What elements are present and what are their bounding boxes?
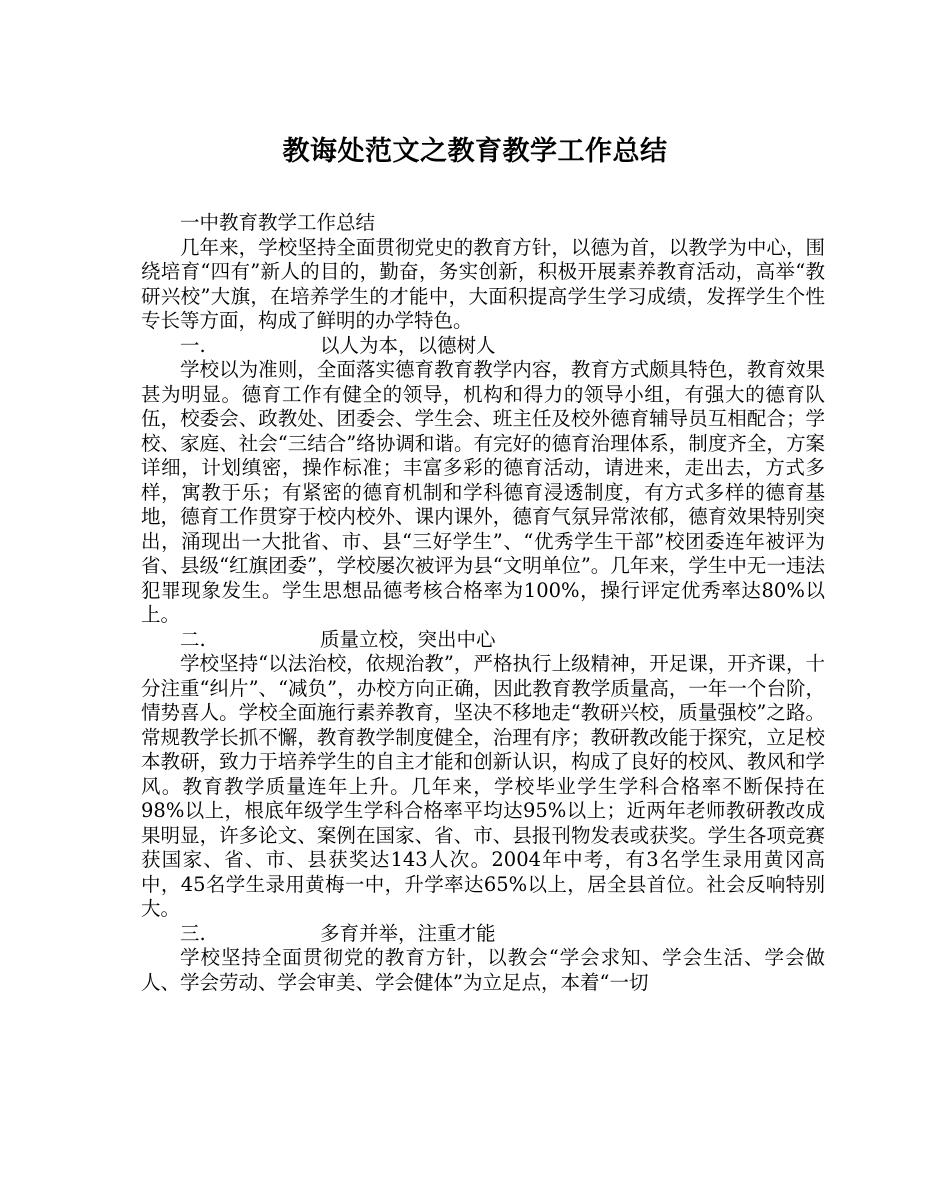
section-number: 一. — [180, 333, 206, 357]
section-heading-3 — [141, 922, 825, 947]
section-body-1: 学校以为准则，全面落实德育教育教学内容，教育方式颇具特色，教育效果甚为明显。德育工作有健全的领导，机构和得力的领导小组，有强大的德育队伍，校委会、政教处、团委会、学生会、班主任及校外德育辅导员互相配合；学校、家庭、社会“三结合”络协调和谐。有完好的德育治理体系，制度齐全，方案详细，计划缜密，操作标准；丰富多彩的德育活动，请进来，走出去，方式多样，寓教于乐；有紧密的德育机制和学科德育浸透制度，有方式多样的德育基地，德育工作贯穿于校内校外、课内课外，德育气氛异常浓郁，德育效果特别突出，涌现出一大批省、市、县“三好学生”、“优秀学生干部”校团委连年被评为省、县级“红旗团委”，学校屡次被评为县“文明单位”。几年来，学生中无一违法犯罪现象发生。学生思想品德考核合格率为100%，操行评定优秀率达80%以上。 — [141, 358, 825, 626]
section-heading-text: 以人为本，以德树人 — [320, 333, 496, 357]
section-number: 三. — [180, 921, 206, 945]
section-body-3: 学校坚持全面贯彻党的教育方针，以教会“学会求知、学会生活、学会做人、学会劳动、学会审美、学会健体”为立足点，本着“一切 — [141, 946, 825, 994]
document-title: 教诲处范文之教育教学工作总结 — [282, 136, 668, 167]
section-heading-text: 多育并举，注重才能 — [320, 921, 496, 945]
intro-paragraph: 几年来，学校坚持全面贯彻党史的教育方针，以德为首，以教学为中心，围绕培育“四有”新人的目的，勤奋，务实创新，积极开展素养教育活动，高举“教研兴校”大旗，在培养学生的才能中，大面积提高学生学习成绩，发挥学生个性专长等方面，构成了鲜明的办学特色。 — [141, 235, 825, 332]
section-number: 二. — [180, 627, 206, 651]
section-heading-text: 质量立校，突出中心 — [320, 627, 496, 651]
section-heading-1 — [141, 334, 825, 359]
document-subtitle: 一中教育教学工作总结 — [180, 211, 376, 234]
section-body-2: 学校坚持“以法治校，依规治教”，严格执行上级精神，开足课，开齐课，十分注重“纠片”、“减负”，办校方向正确，因此教育教学质量高，一年一个台阶，情势喜人。学校全面施行素养教育，坚决不移地走“教研兴校，质量强校”之路。常规教学长抓不懈，教育教学制度健全，治理有序；教研教改能于探究，立足校本教研，致力于培养学生的自主才能和创新认识，构成了良好的校风、教风和学风。教育教学质量连年上升。几年来，学校毕业学生学科合格率不断保持在98%以上，根底年级学生学科合格率平均达95%以上；近两年老师教研教改成果明显，许多论文、案例在国家、省、市、县报刊物发表或获奖。学生各项竞赛获国家、省、市、县获奖达143人次。2004年中考，有3名学生录用黄冈高中，45名学生录用黄梅一中，升学率达65%以上，居全县首位。社会反响特别大。 — [141, 652, 825, 920]
section-heading-2 — [141, 628, 825, 653]
document-body — [141, 211, 825, 995]
